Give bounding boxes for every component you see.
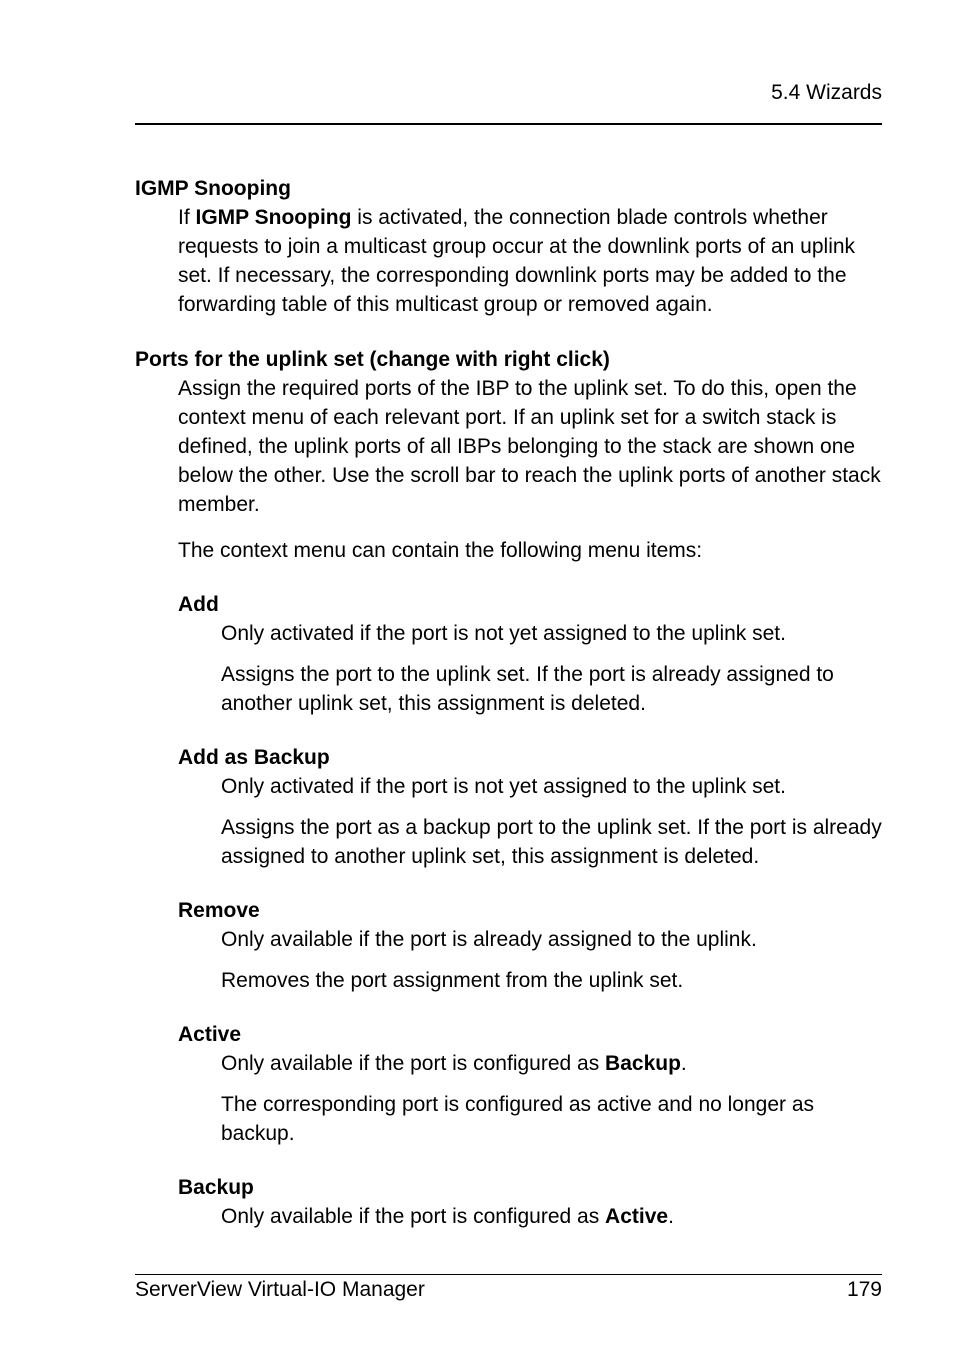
menu-item-add-para2: Assigns the port to the uplink set. If the port is already assigned to another uplink set, this assignment is deleted.: [221, 663, 834, 715]
menu-item-backup: [178, 1173, 882, 1231]
menu-item-add-term: Add: [178, 593, 219, 616]
menu-item-backup-description: [221, 1202, 882, 1231]
menu-item-add: [178, 590, 882, 718]
ports-uplink-section: [135, 345, 882, 1231]
igmp-desc-bold: IGMP Snooping: [195, 206, 352, 229]
context-menu-items: [178, 590, 882, 1231]
ports-uplink-term: Ports for the uplink set (change with right click): [135, 348, 610, 371]
igmp-snooping-section: [135, 174, 882, 319]
menu-item-add-as-backup-description: [221, 772, 882, 871]
igmp-desc-prefix: If: [178, 206, 196, 229]
ports-uplink-description: [178, 374, 882, 565]
menu-item-remove-description: [221, 925, 882, 995]
menu-item-active-para1: [221, 1049, 882, 1078]
ports-uplink-para1: Assign the required ports of the IBP to the uplink set. To do this, open the context menu of each relevant port. If an uplink set for a switch stack is defined, the uplink ports of all IBPs belonging to the stack are shown one below the other. Use the scroll bar to reach the uplink ports of another stack member.: [178, 377, 881, 516]
menu-item-backup-para1-suffix: .: [668, 1205, 674, 1228]
menu-item-remove-term: Remove: [178, 899, 260, 922]
menu-item-add-description: [221, 619, 882, 718]
footer-page-number: 179: [846, 1278, 882, 1301]
menu-item-backup-term: Backup: [178, 1176, 254, 1199]
igmp-snooping-term: IGMP Snooping: [135, 177, 291, 200]
menu-item-active-para2: The corresponding port is configured as active and no longer as backup.: [221, 1093, 815, 1145]
page-body: [135, 174, 882, 1257]
header-rule: [135, 123, 882, 125]
igmp-desc-suffix: is activated, the connection blade controls whether requests to join a multicast group occur at the downlink ports of an uplink set. If necessary, the corresponding downlink ports may be added to the forwarding table of this multicast group or removed again.: [178, 206, 856, 316]
menu-item-remove-para2: Removes the port assignment from the uplink set.: [221, 969, 684, 992]
menu-item-add-para1: Only activated if the port is not yet assigned to the uplink set.: [221, 622, 786, 645]
footer-rule: [135, 1274, 882, 1275]
menu-item-backup-para1: [221, 1202, 882, 1231]
menu-item-active: [178, 1020, 882, 1148]
menu-item-active-para1-prefix: Only available if the port is configured as: [221, 1052, 606, 1075]
menu-item-active-para1-bold: Backup: [605, 1052, 681, 1075]
menu-item-active-para1-suffix: .: [680, 1052, 687, 1075]
menu-item-remove-para1: Only available if the port is already assigned to the uplink.: [221, 928, 757, 951]
menu-item-add-as-backup-term: Add as Backup: [178, 746, 330, 769]
menu-item-active-description: [221, 1049, 882, 1148]
menu-item-add-as-backup-para2: Assigns the port as a backup port to the uplink set. If the port is already assigned to another uplink set, this assignment is deleted.: [221, 816, 882, 868]
menu-item-add-as-backup: [178, 743, 882, 871]
running-header: 5.4 Wizards: [771, 81, 882, 104]
footer-product-name: ServerView Virtual-IO Manager: [135, 1278, 425, 1301]
menu-item-remove: [178, 896, 882, 995]
menu-item-backup-para1-prefix: Only available if the port is configured as: [221, 1205, 606, 1228]
menu-item-backup-para1-bold: Active: [605, 1205, 669, 1228]
menu-item-add-as-backup-para1: Only activated if the port is not yet assigned to the uplink set.: [221, 775, 786, 798]
ports-uplink-para2: The context menu can contain the following menu items:: [178, 539, 703, 562]
menu-item-active-term: Active: [178, 1023, 242, 1046]
igmp-snooping-description: [178, 203, 882, 319]
